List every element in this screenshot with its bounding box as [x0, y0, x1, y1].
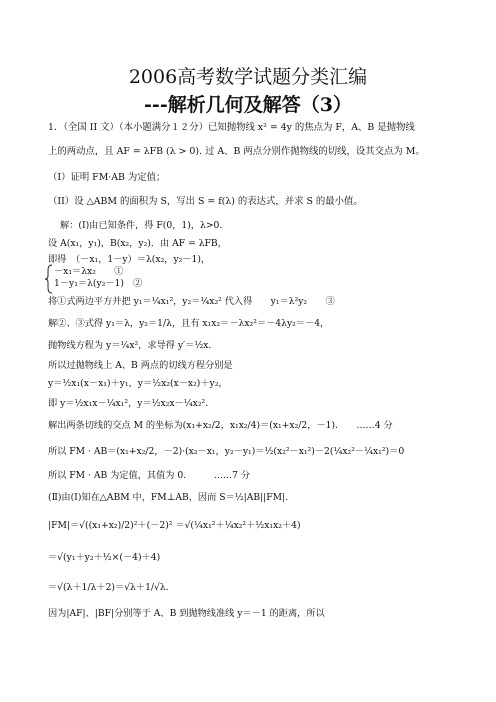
- solution-line-3: 即得 （－x₁，1－y）＝λ(x₂，y₂－1)，: [48, 254, 211, 265]
- solution-line-1: 解：(Ⅰ)由已知条件，得 F(0，1)，λ>0.: [60, 220, 223, 231]
- problem-statement-line-1: 1．（全国 II 文）（本小题满分１２分）已知抛物线 x² = 4y 的焦点为 F，A、B 是抛物线: [48, 122, 415, 133]
- solution-line-10: 解出两条切线的交点 M 的坐标为(x₁+x₂/2，x₁x₂/4)＝(x₁+x₂/2，－1). ……4 分: [48, 420, 393, 431]
- solution-line-9: 即 y＝½x₁x－¼x₁²，y＝½x₂x－¼x₂².: [48, 398, 209, 409]
- solution-line-14: |FM|＝√((x₁+x₂)/2)²＋(－2)² ＝√(¼x₁²＋¼x₂²＋½x₁x₂＋4): [48, 520, 301, 531]
- solution-line-7: 所以过抛物线上 A、B 两点的切线方程分别是: [48, 360, 233, 371]
- system-equation-2: 1－y₁＝λ(y₂－1) ②: [54, 278, 143, 289]
- part-one-question: （I）证明 FM·AB 为定值；: [48, 172, 166, 183]
- solution-line-2: 设 A(x₁，y₁)，B(x₂，y₂)．由 AF = λFB，: [48, 238, 227, 249]
- system-brace: [44, 264, 54, 294]
- document-title: 2006高考数学试题分类汇编: [128, 66, 368, 88]
- solution-line-17: 因为|AF|、|BF|分别等于 A、B 到抛物线准线 y＝－1 的距离，所以: [48, 608, 325, 619]
- system-equation-1: －x₁＝λx₂ ①: [54, 266, 124, 277]
- solution-line-13: (Ⅱ)由(Ⅰ)知在△ABM 中，FM⊥AB，因而 S＝½|AB||FM|.: [48, 492, 289, 503]
- document-subtitle: ---解析几何及解答（3）: [144, 94, 352, 116]
- solution-line-12: 所以 FM · AB 为定值，其值为 0. ……7 分: [48, 470, 251, 481]
- part-two-question: （II）设 △ABM 的面积为 S，写出 S = f(λ) 的表达式，并求 S 的最小值。: [48, 196, 363, 207]
- solution-line-6: 抛物线方程为 y＝¼x²，求导得 y′＝½x.: [48, 340, 212, 351]
- solution-line-11: 所以 FM · AB＝(x₁+x₂/2，－2)·(x₂－x₁，y₂－y₁)＝½(x₂²－x₁²)－2(¼x₂²－¼x₁²)＝0: [48, 446, 405, 457]
- solution-line-16: ＝√(λ＋1/λ＋2)＝√λ＋1/√λ.: [48, 582, 169, 593]
- solution-line-8: y＝½x₁(x－x₁)＋y₁，y＝½x₂(x－x₂)＋y₂，: [48, 378, 228, 389]
- solution-line-15: ＝√(y₁＋y₂＋½×(－4)＋4): [48, 552, 161, 563]
- problem-statement-line-2: 上的两动点，且 AF = λFB (λ > 0). 过 A、B 两点分别作抛物线的切线，设其交点为 M。: [48, 146, 425, 157]
- solution-line-5: 解②、③式得 y₁＝λ，y₂＝1/λ，且有 x₁x₂＝－λx₂²＝－4λy₂＝－4，: [48, 318, 330, 329]
- solution-line-4: 将①式两边平方并把 y₁＝¼x₁²，y₂＝¼x₂² 代入得 y₁＝λ²y₂ ③: [48, 296, 335, 307]
